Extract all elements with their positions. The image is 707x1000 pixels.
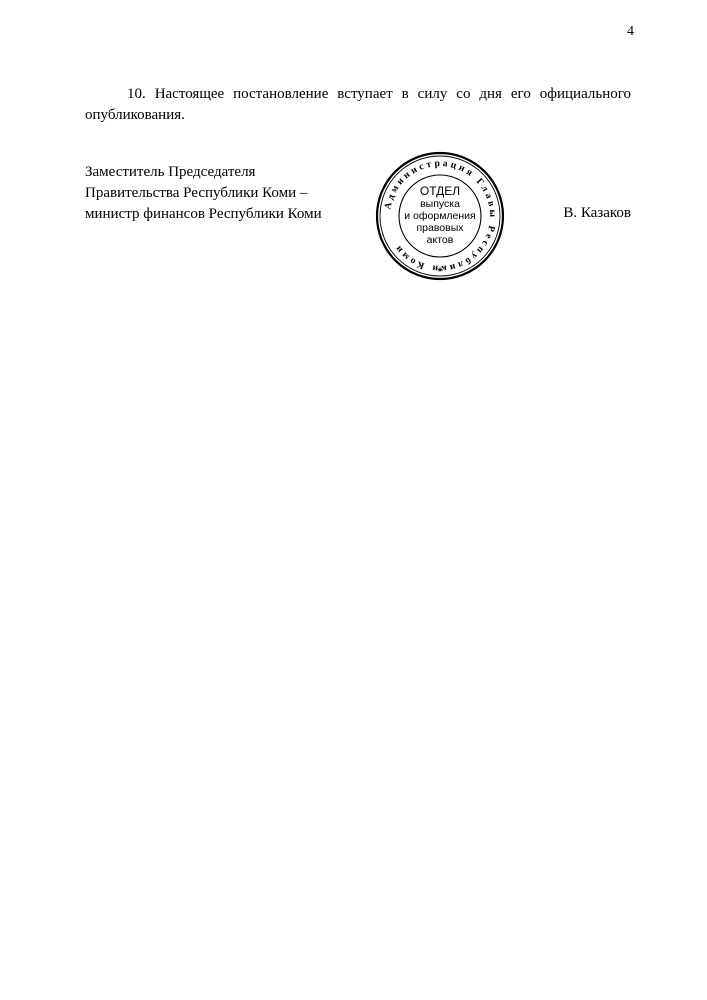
official-stamp — [375, 151, 505, 281]
signatory-title-line: министр финансов Республики Коми — [85, 206, 322, 222]
signatory-name: В. Казаков — [563, 205, 631, 221]
signatory-title-line: Правительства Республики Коми – — [85, 185, 308, 201]
stamp-center-line: ОТДЕЛ — [419, 184, 461, 198]
signatory-title-line: Заместитель Председателя — [85, 164, 256, 180]
stamp-center-line: и оформления — [404, 210, 476, 222]
closing-paragraph: 10. Настоящее постановление вступает в силу со дня его официального опубликования. — [85, 86, 631, 123]
stamp-ring-text: Администрация Главы Республики Коми — [382, 157, 499, 275]
stamp-center-line: правовых — [416, 222, 464, 234]
stamp-star-icon: * — [437, 266, 443, 278]
page-number: 4 — [627, 24, 634, 39]
stamp-center-line: выпуска — [420, 198, 460, 210]
stamp-center-line: актов — [426, 234, 454, 246]
signatory-title — [85, 162, 322, 225]
stamp-seal-graphic — [375, 151, 505, 281]
